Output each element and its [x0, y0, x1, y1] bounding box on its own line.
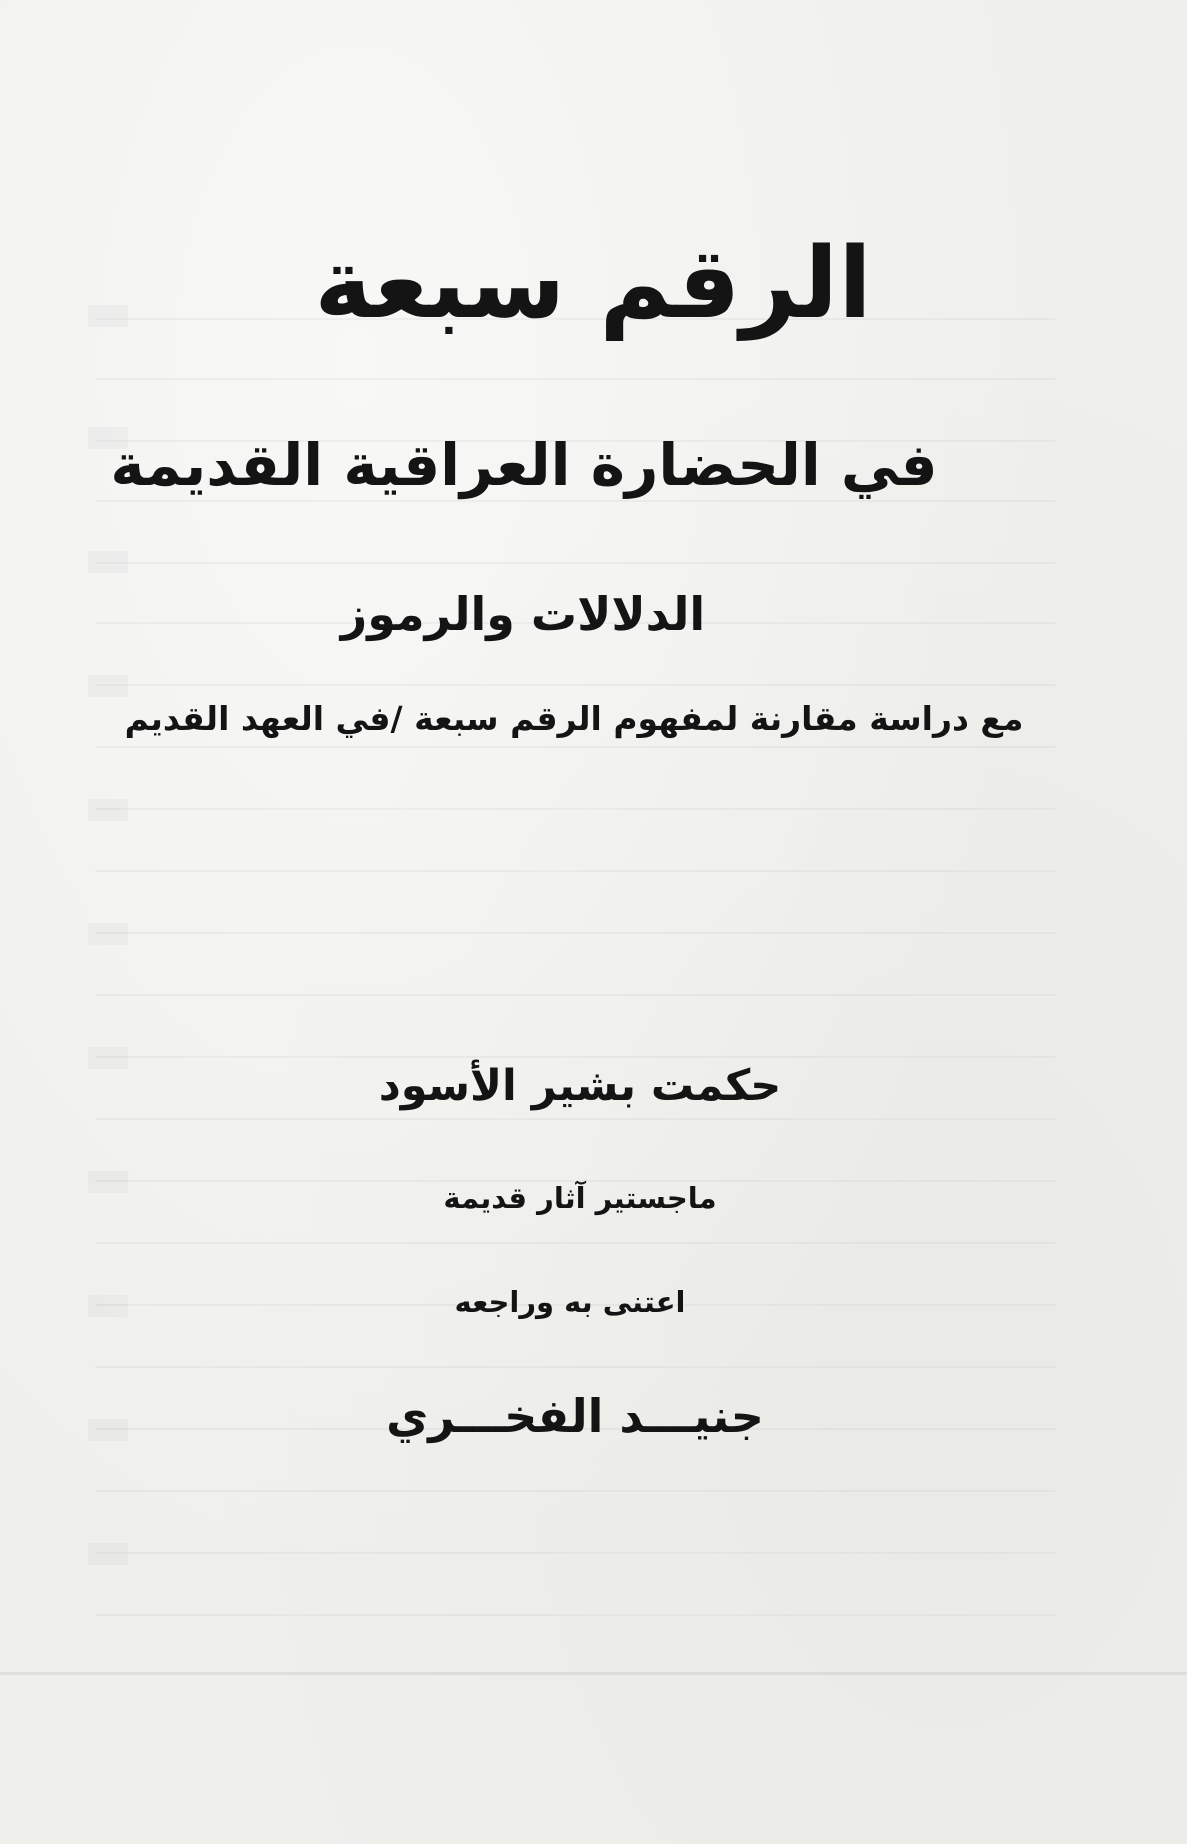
author-name: حكمت بشير الأسود [378, 1061, 782, 1111]
bleed-through-line [95, 1490, 1055, 1492]
book-title: الرقم سبعة [314, 227, 872, 341]
bleed-through-line [95, 932, 1055, 934]
author-degree: ماجستير آثار قديمة [443, 1181, 717, 1215]
bleed-through-line [95, 1614, 1055, 1616]
bleed-through-line [95, 1056, 1055, 1058]
bleed-through-number [88, 1419, 128, 1441]
bleed-through-line [95, 1242, 1055, 1244]
bleed-through-number [88, 799, 128, 821]
bleed-through-line [95, 746, 1055, 748]
bleed-through-number [88, 551, 128, 573]
bleed-through-line [95, 870, 1055, 872]
book-study-description: مع دراسة مقارنة لمفهوم الرقم سبعة /في العهد القديم [124, 699, 1024, 738]
bleed-through-number [88, 305, 128, 327]
bleed-through-line [95, 378, 1055, 380]
bleed-through-line [95, 1118, 1055, 1120]
bleed-through-number [88, 1171, 128, 1193]
bleed-through-line [95, 562, 1055, 564]
bleed-through-number [88, 1543, 128, 1565]
book-subtitle: في الحضارة العراقية القديمة [110, 431, 938, 499]
bleed-through-number [88, 1047, 128, 1069]
bleed-through-line [95, 500, 1055, 502]
bleed-through-number [88, 1295, 128, 1317]
bleed-through-line [95, 808, 1055, 810]
bleed-through-line [95, 994, 1055, 996]
editor-credit-label: اعتنى به وراجعه [454, 1285, 686, 1319]
bleed-through-number [88, 923, 128, 945]
bleed-through-line [95, 684, 1055, 686]
bleed-through-line [95, 1366, 1055, 1368]
bleed-through-line [95, 1552, 1055, 1554]
page-fold-edge [0, 1672, 1187, 1675]
bleed-through-number [88, 675, 128, 697]
editor-name: جنيـــد الفخـــري [386, 1389, 764, 1443]
book-subtitle-secondary: الدلالات والرموز [340, 587, 706, 641]
